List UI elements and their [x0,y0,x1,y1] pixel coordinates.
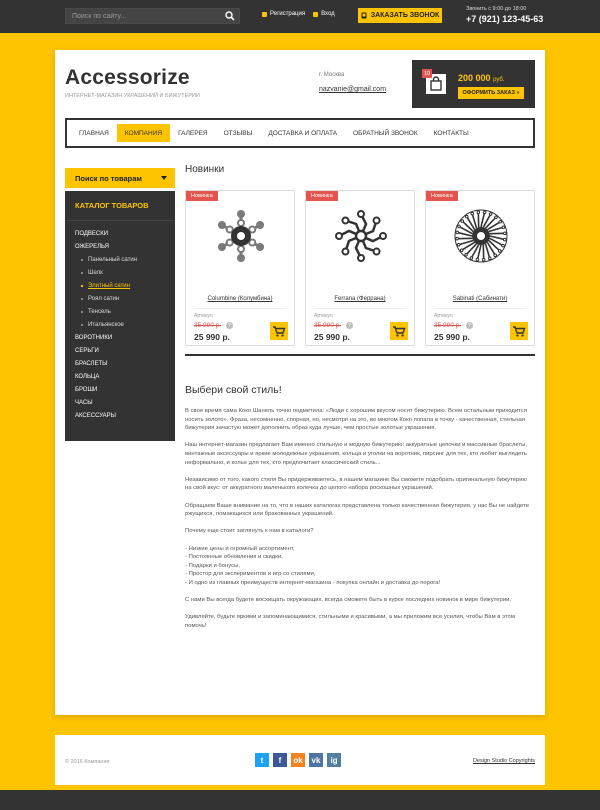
catalog-subitem[interactable]: Шелк [65,266,175,279]
product-divider [434,308,526,309]
register-link[interactable] [262,11,305,17]
catalog-item[interactable]: ОЖЕРЕЛЬЯ [75,243,110,250]
new-badge: Новинка [186,191,218,201]
catalog-subitem[interactable]: Элитный сатин [65,279,175,292]
user-icon [262,12,267,17]
site-logo[interactable]: Accessorize [65,66,190,89]
add-to-cart-icon[interactable] [510,322,528,340]
social-links [255,753,341,767]
catalog-item[interactable]: АКСЕССУАРЫ [75,412,116,419]
auth-links [262,11,335,17]
catalog-subitem[interactable]: Тенсель [65,305,175,318]
question-icon[interactable]: ? [226,322,233,329]
catalog-item[interactable]: КОЛЬЦА [75,373,100,380]
catalog-title: КАТАЛОГ ТОВАРОВ [65,201,175,221]
lock-icon [313,12,318,17]
instagram-icon[interactable]: ig [327,753,341,767]
copyright: © 2016 Компания [65,759,110,765]
cart-currency: руб. [493,77,505,83]
product-divider [194,308,286,309]
product-name-link[interactable]: Ferrana (Феррана) [334,296,386,302]
add-to-cart-icon[interactable] [390,322,408,340]
product-article: Артикул [194,313,213,319]
search-icon[interactable] [225,11,235,21]
catalog-item[interactable]: БРАСЛЕТЫ [75,360,108,367]
question-icon[interactable]: ? [346,322,353,329]
article-paragraph: С нами Вы всегда будете восхищать окружающих, всегда сможете быть в курсе последних новинок в мире бижутерии. [185,597,512,604]
catalog-subitem[interactable]: Итальянское [65,318,175,331]
vk-icon[interactable]: vk [309,753,323,767]
pendant-icon[interactable] [331,206,391,266]
catalog-subitem[interactable]: Панельный сатин [65,253,175,266]
product-name-link[interactable]: Columbine (Колумбина) [207,296,273,302]
checkout-button[interactable]: ОФОРМИТЬ ЗАКАЗ » [458,87,524,99]
cart-count-badge: 10 [423,70,431,77]
product-search-toggle[interactable]: Поиск по товарам [65,168,175,188]
pendant-icon[interactable] [451,206,511,266]
nav-item[interactable]: КОМПАНИЯ [117,124,170,142]
product-grid [185,190,535,346]
catalog-item[interactable]: ПОДВЕСКИ [75,230,109,237]
pendant-icon[interactable] [211,206,271,266]
top-bar [0,0,600,33]
style-heading: Выбери свой стиль! [185,384,282,396]
new-badge: Новинка [306,191,338,201]
section-divider [185,354,535,356]
site-search [65,8,240,24]
nav-item[interactable]: ОТЗЫВЫ [223,129,253,137]
email-link[interactable]: nazvanie@gmail.com [319,86,387,93]
facebook-icon[interactable]: f [273,753,287,767]
cart-total-value: 200 000 [458,73,491,83]
register-label: Регистрация [270,11,306,17]
sidebar [65,168,175,441]
work-hours: Звонить с 9:00 до 18:00 [466,6,527,12]
product-name-link[interactable]: Sabinati (Сабинати) [452,296,508,302]
old-price: 35 990 р. [434,322,462,329]
nav-item[interactable]: ГЛАВНАЯ [79,129,109,137]
city-label: г. Москва [319,72,345,78]
catalog-menu [65,191,175,441]
product-price: 25 990 р. [194,332,230,342]
nav-item[interactable]: ГАЛЕРЕЯ [178,129,208,137]
order-call-button[interactable] [358,8,442,23]
catalog-list [65,227,175,422]
main-navigation [65,118,535,148]
phone-number[interactable]: +7 (921) 123-45-63 [466,14,544,24]
product-card[interactable] [185,190,295,346]
product-article: Артикул [314,313,333,319]
page-card [55,50,545,715]
article-paragraph: Независимо от того, какого стиля Вы придерживаетесь, в нашем магазине Вы сможете подобрать оригинальную бижутерию на свой вкус: от аккуратного маленького колечка до целого набора роскошных украшений. [185,476,527,492]
product-price: 25 990 р. [434,332,470,342]
site-tagline: ИНТЕРНЕТ-МАГАЗИН УКРАШЕНИЙ И БИЖУТЕРИИ [65,93,200,99]
login-label: Вход [321,11,335,17]
article-paragraph: Наш интернет-магазин предлагает Вам именно стильную и модную бижутерию: аккуратные цепочки и массивные браслеты, винтажные аксессуары и яркие молодежные украшения, кольца и уголки на воротник, пирсинг для тех, кто любит выглядеть неформально, и колье для тех, кто предпочитает классический стиль... [185,442,528,466]
old-price: 35 990 р. [314,322,342,329]
article-paragraph: Обращаем Ваше внимание на то, что в наших каталогах представлена только качественная бижутерия, у нас Вы не найдете ржущихся, ломающихся или бракованных украшений. [185,502,530,518]
catalog-item[interactable]: ЧАСЫ [75,399,93,406]
cart-widget[interactable] [412,60,535,108]
catalog-item[interactable]: ВОРОТНИКИ [75,334,113,341]
product-price: 25 990 р. [314,332,350,342]
footer [55,735,545,785]
main-content [185,164,535,629]
nav-item[interactable]: КОНТАКТЫ [433,129,469,137]
product-card[interactable] [305,190,415,346]
site-search-input[interactable] [66,9,216,23]
studio-link[interactable]: Design Studio Copyrights [472,758,535,764]
nav-item[interactable]: ОБРАТНЫЙ ЗВОНОК [353,129,418,137]
nav-item[interactable]: ДОСТАВКА И ОПЛАТА [268,129,338,137]
article-paragraph: Почему еще стоит заглянуть к нам в каталоги? [185,528,314,535]
question-icon[interactable]: ? [466,322,473,329]
new-products-title: Новинки [185,164,225,175]
old-price: 35 990 р. [194,322,222,329]
article-paragraph: Удивляйте, будьте яркими и запоминающимися, стильными и красивыми, а мы приложим все усилия, чтобы Вам в этом помочь! [185,614,515,629]
twitter-icon[interactable]: t [255,753,269,767]
new-badge: Новинка [426,191,458,201]
cart-total [458,73,505,83]
article-text [185,407,530,639]
login-link[interactable] [313,11,335,17]
catalog-item[interactable]: СЕРЬГИ [75,347,99,354]
product-article: Артикул [434,313,453,319]
order-call-label: ЗАКАЗАТЬ ЗВОНОК [370,12,440,19]
article-paragraph: В свое время сама Коко Шанель точно подметила: «Люди с хорошим вкусом носят бижутерию. Всем остальным приходится носить золото». Фраза, несомненно, спорная, но, несмотря на это, во многом Коко попала в точку - качественная, стильная бижутерия зачастую может дополнить образ куда лучше, чем простые золотые украшения. [185,408,527,432]
catalog-item[interactable]: БРОШИ [75,386,98,393]
add-to-cart-icon[interactable] [270,322,288,340]
phone-icon [361,12,367,19]
article-paragraph: - Низкие цены и огромный ассортимент, - Постоянные обновления и скидки, - Подарки и бонусы, - Простор для экспериментов и игр со стилями, - И одно из главных преимуществ интернет-магазина - покупка онлайн и доставка до порога! [185,545,441,586]
catalog-subitem[interactable]: Роял сатин [65,292,175,305]
product-card[interactable] [425,190,535,346]
product-divider [314,308,406,309]
odnoklassniki-icon[interactable]: ok [291,753,305,767]
bottom-background [0,790,600,810]
